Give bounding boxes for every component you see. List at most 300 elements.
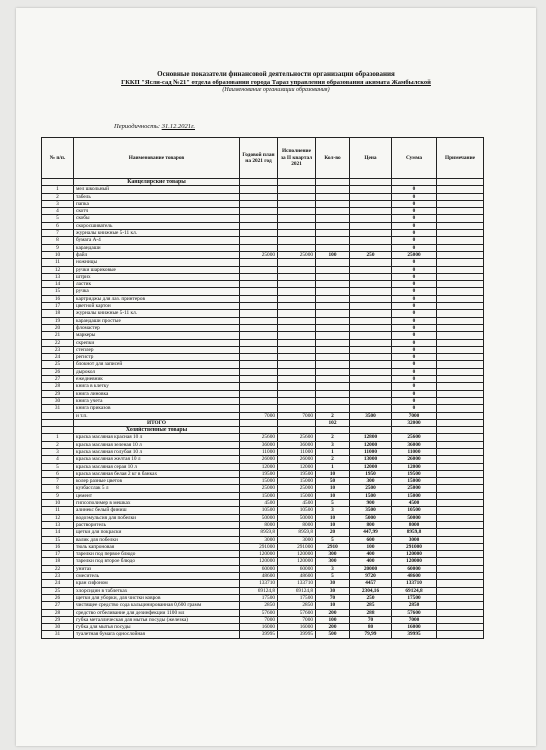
annual-plan-cell: 36000: [240, 441, 278, 448]
item-name-cell: дырокол: [74, 368, 240, 375]
price-cell: [350, 266, 392, 273]
item-name-cell: книга приказов: [74, 405, 240, 412]
item-name-cell: журналы книжные 5-11 кл.: [74, 310, 240, 317]
execution-cell: 133710: [278, 580, 316, 587]
table-row: [42, 492, 484, 499]
price-cell: [350, 361, 392, 368]
price-cell: [350, 295, 392, 302]
sum-cell: 69124,8: [392, 587, 437, 594]
item-name-cell: тарелки под второе блюдо: [74, 558, 240, 565]
document-title: Основные показатели финансовой деятельности организации образования: [157, 70, 395, 78]
price-cell: [350, 259, 392, 266]
annual-plan-cell: 10500: [240, 507, 278, 514]
row-number-cell: 10: [42, 251, 74, 258]
item-name-cell: файл: [74, 251, 240, 258]
execution-cell: 120000: [278, 558, 316, 565]
annual-plan-cell: 133710: [240, 580, 278, 587]
sum-cell: 0: [392, 376, 437, 383]
table-row: [42, 295, 484, 302]
section-row-office: [42, 179, 484, 186]
price-cell: 80: [350, 624, 392, 631]
execution-cell: 3000: [278, 536, 316, 543]
note-cell: [437, 244, 484, 251]
note-cell: [437, 441, 484, 448]
execution-cell: [278, 354, 316, 361]
col-header-qty: Кол-во: [316, 138, 350, 179]
annual-plan-cell: [240, 397, 278, 404]
note-cell: [437, 200, 484, 207]
row-number-cell: 23: [42, 573, 74, 580]
annual-plan-cell: 120000: [240, 551, 278, 558]
table-row: [42, 273, 484, 280]
annual-plan-cell: [240, 193, 278, 200]
note-cell: [437, 376, 484, 383]
price-cell: 1950: [350, 470, 392, 477]
note-cell: [437, 208, 484, 215]
sum-cell: 57600: [392, 609, 437, 616]
annual-plan-cell: 17500: [240, 594, 278, 601]
price-cell: 12800: [350, 434, 392, 441]
period-value: 31.12.2021г.: [161, 123, 196, 130]
table-row: [42, 368, 484, 375]
item-name-cell: карандаши: [74, 244, 240, 251]
sum-cell: 16000: [392, 624, 437, 631]
execution-cell: [278, 303, 316, 310]
item-name-cell: бумага А-4: [74, 237, 240, 244]
sum-cell: 291000: [392, 543, 437, 550]
note-cell: [437, 521, 484, 528]
quantity-cell: [316, 186, 350, 193]
table-row: [42, 324, 484, 331]
annual-plan-cell: [240, 288, 278, 295]
table-row: [42, 587, 484, 594]
row-number-cell: [42, 412, 74, 419]
sum-cell: 0: [392, 237, 437, 244]
sum-cell: 36000: [392, 441, 437, 448]
table-row: [42, 208, 484, 215]
sum-cell: 0: [392, 368, 437, 375]
note-cell: [437, 529, 484, 536]
sum-cell: 0: [392, 303, 437, 310]
note-cell: [437, 346, 484, 353]
col-header-name: Наименование товаров: [74, 138, 240, 179]
table-row: [42, 514, 484, 521]
price-cell: 900: [350, 500, 392, 507]
price-cell: 79,99: [350, 631, 392, 638]
price-cell: 2500: [350, 485, 392, 492]
quantity-cell: [316, 266, 350, 273]
table-row: [42, 602, 484, 609]
note-cell: [437, 266, 484, 273]
annual-plan-cell: [240, 324, 278, 331]
quantity-cell: 10: [316, 470, 350, 477]
row-number-cell: 10: [42, 500, 74, 507]
sum-cell: 50000: [392, 514, 437, 521]
note-cell: [437, 514, 484, 521]
price-cell: 285: [350, 602, 392, 609]
item-name-cell: унитаз: [74, 565, 240, 572]
execution-cell: [278, 390, 316, 397]
annual-plan-cell: [240, 273, 278, 280]
execution-cell: [278, 215, 316, 222]
annual-plan-cell: [240, 222, 278, 229]
sum-cell: 0: [392, 339, 437, 346]
sum-cell: 0: [392, 200, 437, 207]
execution-cell: 15000: [278, 478, 316, 485]
row-number-cell: 12: [42, 514, 74, 521]
row-number-cell: 27: [42, 376, 74, 383]
price-cell: [350, 310, 392, 317]
table-row: [42, 361, 484, 368]
price-cell: [350, 215, 392, 222]
note-cell: [437, 361, 484, 368]
annual-plan-cell: 69124,8: [240, 587, 278, 594]
execution-cell: 69124,8: [278, 587, 316, 594]
annual-plan-cell: 291000: [240, 543, 278, 550]
row-number-cell: 13: [42, 521, 74, 528]
execution-cell: [278, 200, 316, 207]
quantity-cell: [316, 281, 350, 288]
sum-cell: 60000: [392, 565, 437, 572]
quantity-cell: 1: [316, 463, 350, 470]
table-row: [42, 565, 484, 572]
annual-plan-cell: 50000: [240, 514, 278, 521]
annual-plan-cell: [240, 346, 278, 353]
sum-cell: 0: [392, 244, 437, 251]
execution-cell: [278, 273, 316, 280]
item-name-cell: папка: [74, 200, 240, 207]
price-cell: [350, 346, 392, 353]
price-cell: 800: [350, 521, 392, 528]
row-number-cell: 13: [42, 273, 74, 280]
price-cell: 9720: [350, 573, 392, 580]
sum-cell: 8000: [392, 521, 437, 528]
item-name-cell: губка металлическая для мытья посуды (железка): [74, 616, 240, 623]
sum-cell: 0: [392, 310, 437, 317]
execution-cell: 8000: [278, 521, 316, 528]
item-name-cell: скрепки: [74, 339, 240, 346]
execution-cell: [278, 193, 316, 200]
row-number-cell: 20: [42, 324, 74, 331]
note-cell: [437, 580, 484, 587]
execution-cell: [278, 244, 316, 251]
item-name-cell: штрих: [74, 273, 240, 280]
quantity-cell: [316, 339, 350, 346]
quantity-cell: [316, 317, 350, 324]
col-header-note: Примечание: [437, 138, 484, 179]
execution-cell: 291000: [278, 543, 316, 550]
total-cell: [350, 419, 392, 426]
item-name-cell: краска масляная серая 10 л: [74, 463, 240, 470]
sum-cell: 7000: [392, 616, 437, 623]
table-row: [42, 412, 484, 419]
note-cell: [437, 332, 484, 339]
note-cell: [437, 397, 484, 404]
price-cell: 250: [350, 251, 392, 258]
price-cell: 20000: [350, 565, 392, 572]
item-name-cell: колер разные цветов: [74, 478, 240, 485]
row-number-cell: 1: [42, 434, 74, 441]
annual-plan-cell: [240, 361, 278, 368]
execution-cell: 36000: [278, 441, 316, 448]
row-number-cell: 25: [42, 587, 74, 594]
col-header-exec: Исполнение за II квартал 2021: [278, 138, 316, 179]
row-number-cell: 12: [42, 266, 74, 273]
item-name-cell: журналы книжные 5-11 кл.: [74, 230, 240, 237]
note-cell: [437, 558, 484, 565]
row-number-cell: 21: [42, 332, 74, 339]
execution-cell: [278, 310, 316, 317]
annual-plan-cell: 57600: [240, 609, 278, 616]
note-cell: [437, 551, 484, 558]
note-cell: [437, 215, 484, 222]
item-name-cell: ручка: [74, 288, 240, 295]
sum-cell: 3000: [392, 536, 437, 543]
quantity-cell: 300: [316, 551, 350, 558]
table-row: [42, 616, 484, 623]
item-name-cell: картриджы для лаз. принтеров: [74, 295, 240, 302]
note-cell: [437, 383, 484, 390]
annual-plan-cell: 4500: [240, 500, 278, 507]
note-cell: [437, 463, 484, 470]
annual-plan-cell: [240, 383, 278, 390]
note-cell: [437, 602, 484, 609]
note-cell: [437, 222, 484, 229]
quantity-cell: [316, 295, 350, 302]
item-name-cell: хлорсидин в таблетках: [74, 587, 240, 594]
annual-plan-cell: 60000: [240, 565, 278, 572]
note-cell: [437, 405, 484, 412]
item-name-cell: краска масляная белая 2 кг в банках: [74, 470, 240, 477]
annual-plan-cell: [240, 259, 278, 266]
item-name-cell: средство отбеливание для дезинфекции 1100 мл: [74, 609, 240, 616]
quantity-cell: 2: [316, 412, 350, 419]
annual-plan-cell: 25000: [240, 485, 278, 492]
table-row: [42, 521, 484, 528]
quantity-cell: 500: [316, 631, 350, 638]
row-number-cell: 4: [42, 456, 74, 463]
item-name-cell: краска масляная зеленая 10 л: [74, 441, 240, 448]
annual-plan-cell: 25600: [240, 434, 278, 441]
sum-cell: 0: [392, 273, 437, 280]
price-cell: 100: [350, 543, 392, 550]
annual-plan-cell: 8959,8: [240, 529, 278, 536]
sum-cell: 2850: [392, 602, 437, 609]
price-cell: [350, 208, 392, 215]
price-cell: [350, 186, 392, 193]
row-number-cell: 29: [42, 616, 74, 623]
quantity-cell: [316, 346, 350, 353]
price-cell: [350, 332, 392, 339]
note-cell: [437, 594, 484, 601]
execution-cell: 57600: [278, 609, 316, 616]
row-number-cell: 4: [42, 208, 74, 215]
price-cell: [350, 397, 392, 404]
quantity-cell: [316, 237, 350, 244]
annual-plan-cell: 11000: [240, 448, 278, 455]
note-cell: [437, 303, 484, 310]
row-number-cell: 8: [42, 237, 74, 244]
note-cell: [437, 448, 484, 455]
item-name-cell: губка для мытья посуды: [74, 624, 240, 631]
sum-cell: 19500: [392, 470, 437, 477]
quantity-cell: [316, 324, 350, 331]
row-number-cell: 2: [42, 193, 74, 200]
table-row: [42, 558, 484, 565]
row-number-cell: 28: [42, 609, 74, 616]
price-cell: [350, 303, 392, 310]
note-cell: [437, 281, 484, 288]
quantity-cell: [316, 405, 350, 412]
table-row: [42, 507, 484, 514]
price-cell: [350, 390, 392, 397]
note-cell: [437, 354, 484, 361]
item-name-cell: цемент: [74, 492, 240, 499]
section-title-household: Хозяйственные товары: [74, 427, 240, 434]
sum-cell: 12000: [392, 463, 437, 470]
sum-cell: 8959,8: [392, 529, 437, 536]
annual-plan-cell: 48600: [240, 573, 278, 580]
price-cell: 5000: [350, 514, 392, 521]
item-name-cell: туалетная бумага однослойная: [74, 631, 240, 638]
quantity-cell: 2: [316, 434, 350, 441]
price-cell: [350, 244, 392, 251]
note-cell: [437, 631, 484, 638]
row-number-cell: 30: [42, 624, 74, 631]
item-name-cell: табель: [74, 193, 240, 200]
annual-plan-cell: 15000: [240, 478, 278, 485]
annual-plan-cell: 26000: [240, 456, 278, 463]
sum-cell: 15000: [392, 478, 437, 485]
execution-cell: 48600: [278, 573, 316, 580]
note-cell: [437, 186, 484, 193]
item-name-cell: ежедневник: [74, 376, 240, 383]
row-number-cell: 7: [42, 478, 74, 485]
item-name-cell: книга в клетку: [74, 383, 240, 390]
row-number-cell: 11: [42, 259, 74, 266]
item-name-cell: алинекс белый финиш: [74, 507, 240, 514]
annual-plan-cell: 2850: [240, 602, 278, 609]
quantity-cell: [316, 368, 350, 375]
note-cell: [437, 492, 484, 499]
total-cell: [42, 419, 74, 426]
table-row: [42, 485, 484, 492]
row-number-cell: 22: [42, 565, 74, 572]
item-name-cell: фломастер: [74, 324, 240, 331]
sum-cell: 11000: [392, 448, 437, 455]
quantity-cell: [316, 376, 350, 383]
row-number-cell: 31: [42, 405, 74, 412]
execution-cell: 25000: [278, 251, 316, 258]
execution-cell: 120000: [278, 551, 316, 558]
sum-cell: 120000: [392, 558, 437, 565]
col-header-number: № п/п.: [42, 138, 74, 179]
price-cell: [350, 339, 392, 346]
period-label: Периодичность:: [114, 123, 161, 130]
item-name-cell: цветной картон: [74, 303, 240, 310]
table-row: [42, 317, 484, 324]
organization-name: ГККП "Ясли-сад №21" отдела образования города Тараз управления образования акимата Жамбылской: [121, 79, 431, 86]
quantity-cell: 10: [316, 521, 350, 528]
execution-cell: 16000: [278, 624, 316, 631]
quantity-cell: 10: [316, 514, 350, 521]
sum-cell: 0: [392, 383, 437, 390]
execution-cell: [278, 208, 316, 215]
annual-plan-cell: 16000: [240, 624, 278, 631]
price-cell: [350, 383, 392, 390]
total-qty: 102: [316, 419, 350, 426]
sum-cell: 4500: [392, 500, 437, 507]
row-number-cell: 9: [42, 492, 74, 499]
note-cell: [437, 273, 484, 280]
quantity-cell: 3: [316, 441, 350, 448]
sum-cell: 7000: [392, 412, 437, 419]
price-cell: [350, 324, 392, 331]
table-row: [42, 281, 484, 288]
note-cell: [437, 230, 484, 237]
annual-plan-cell: [240, 317, 278, 324]
annual-plan-cell: [240, 310, 278, 317]
note-cell: [437, 470, 484, 477]
row-number-cell: 27: [42, 602, 74, 609]
quantity-cell: [316, 390, 350, 397]
row-number-cell: 19: [42, 317, 74, 324]
execution-cell: [278, 324, 316, 331]
quantity-cell: 10: [316, 492, 350, 499]
price-cell: 447,99: [350, 529, 392, 536]
row-number-cell: 25: [42, 361, 74, 368]
row-number-cell: 6: [42, 470, 74, 477]
table-row: [42, 580, 484, 587]
sum-cell: 10500: [392, 507, 437, 514]
row-number-cell: 7: [42, 230, 74, 237]
table-row: [42, 397, 484, 404]
price-cell: 12000: [350, 441, 392, 448]
item-name-cell: гипсополимер в мешках: [74, 500, 240, 507]
table-row: [42, 244, 484, 251]
item-name-cell: валик для побелки: [74, 536, 240, 543]
note-cell: [437, 288, 484, 295]
quantity-cell: [316, 383, 350, 390]
sum-cell: 0: [392, 317, 437, 324]
sum-cell: 0: [392, 215, 437, 222]
annual-plan-cell: 120000: [240, 558, 278, 565]
table-row: [42, 200, 484, 207]
item-name-cell: ножницы: [74, 259, 240, 266]
row-number-cell: 18: [42, 310, 74, 317]
execution-cell: 25000: [278, 485, 316, 492]
item-name-cell: чистящее средство сода кальцинированная 0,600 грамм: [74, 602, 240, 609]
execution-cell: [278, 237, 316, 244]
organization-caption: (Наименование организации образования): [222, 87, 330, 93]
item-name-cell: ручки шариковые: [74, 266, 240, 273]
price-cell: [350, 354, 392, 361]
annual-plan-cell: [240, 186, 278, 193]
col-header-price: Цена: [350, 138, 392, 179]
financial-table: [41, 137, 484, 639]
execution-cell: [278, 405, 316, 412]
price-cell: [350, 237, 392, 244]
table-row: [42, 288, 484, 295]
note-cell: [437, 507, 484, 514]
execution-cell: 10500: [278, 507, 316, 514]
table-row: [42, 383, 484, 390]
note-cell: [437, 434, 484, 441]
table-row: [42, 609, 484, 616]
price-cell: [350, 288, 392, 295]
annual-plan-cell: 15000: [240, 492, 278, 499]
item-name-cell: ластик: [74, 281, 240, 288]
